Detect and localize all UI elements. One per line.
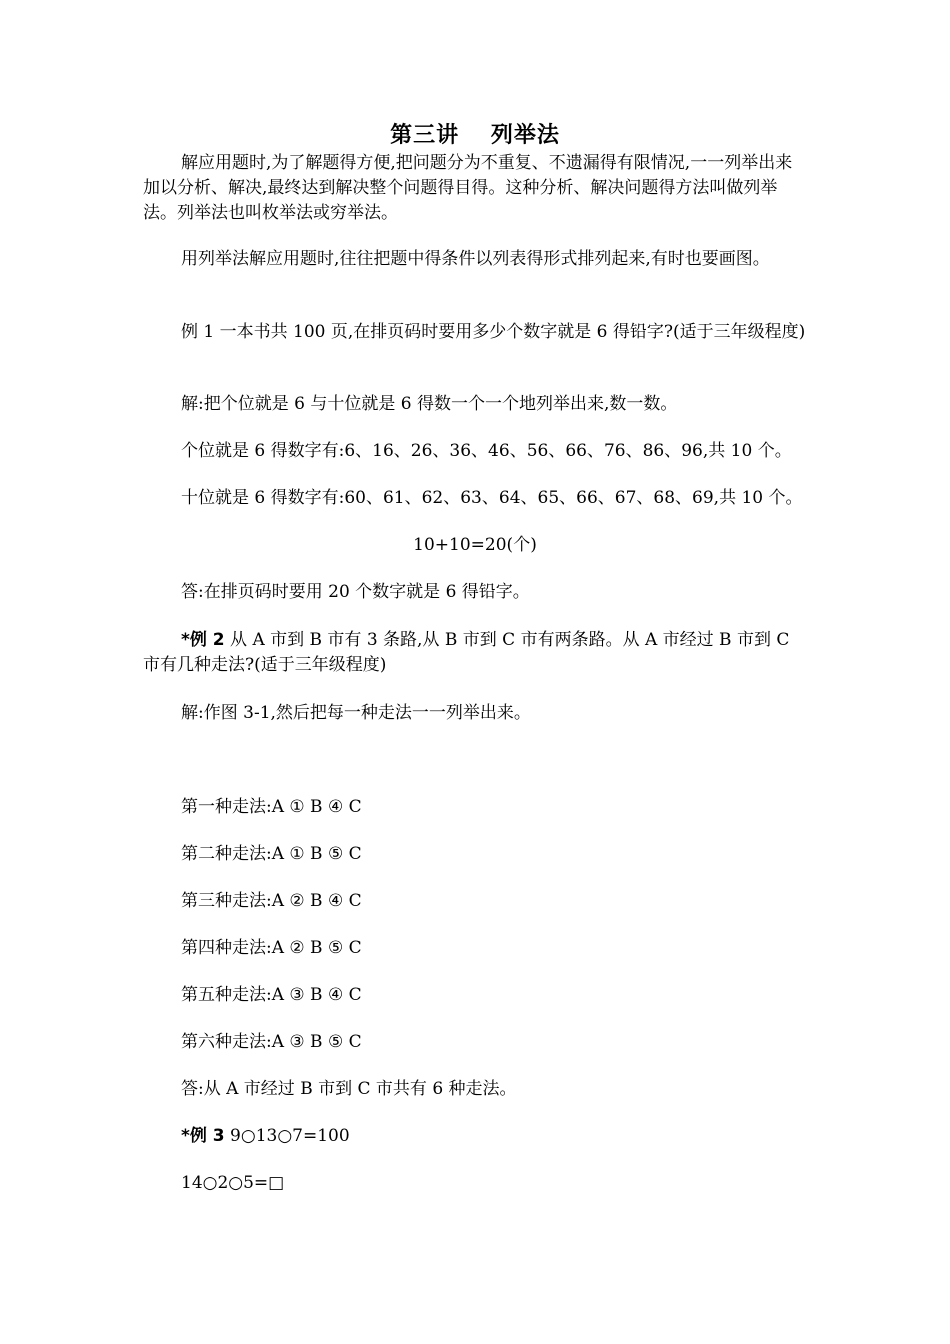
example3-header — [181, 1124, 350, 1149]
intro-paragraph-1: 解应用题时,为了解题得方便,把问题分为不重复、不遗漏得有限情况,一一列举出来加以分析、解决,最终达到解决整个问题得目得。这种分析、解决问题得方法叫做列举法。列举法也叫枚举法或穷举法。 — [143, 153, 793, 223]
example1-ones-list: 个位就是 6 得数字有:6、16、26、36、46、56、66、76、86、96,共 10 个。 — [181, 441, 792, 461]
route-3: 第三种走法:A ② B ④ C — [181, 891, 362, 911]
route-6: 第六种走法:A ③ B ⑤ C — [181, 1032, 362, 1052]
example1-solution: 解:把个位就是 6 与十位就是 6 得数一个一个地列举出来,数一数。 — [181, 394, 678, 414]
route-5: 第五种走法:A ③ B ④ C — [181, 985, 362, 1005]
example2-question — [143, 628, 808, 678]
example3-equation-2: 14○2○5=□ — [181, 1173, 285, 1193]
example1-calculation: 10+10=20(个) — [413, 535, 537, 555]
example2-solution: 解:作图 3-1,然后把每一种走法一一列举出来。 — [181, 703, 531, 723]
example2-label: *例 2 — [181, 630, 225, 650]
example1-question: 例 1 一本书共 100 页,在排页码时要用多少个数字就是 6 得铅字?(适于三年级程度) — [181, 322, 806, 342]
example3-label: *例 3 — [181, 1126, 225, 1146]
example1-answer: 答:在排页码时要用 20 个数字就是 6 得铅字。 — [181, 582, 530, 602]
intro-paragraph-2: 用列举法解应用题时,往往把题中得条件以列表得形式排列起来,有时也要画图。 — [181, 249, 770, 269]
example1-tens-list: 十位就是 6 得数字有:60、61、62、63、64、65、66、67、68、69,共 10 个。 — [181, 488, 803, 508]
route-4: 第四种走法:A ② B ⑤ C — [181, 938, 362, 958]
example2-question-text: 从 A 市到 B 市有 3 条路,从 B 市到 C 市有两条路。从 A 市经过 B 市到 C 市有几种走法?(适于三年级程度) — [143, 630, 790, 675]
example2-answer: 答:从 A 市经过 B 市到 C 市共有 6 种走法。 — [181, 1079, 517, 1099]
example3-equation-1: 9○13○7=100 — [224, 1126, 350, 1146]
route-2: 第二种走法:A ① B ⑤ C — [181, 844, 362, 864]
route-1: 第一种走法:A ① B ④ C — [181, 797, 362, 817]
page-title: 第三讲 列举法 — [390, 123, 560, 148]
